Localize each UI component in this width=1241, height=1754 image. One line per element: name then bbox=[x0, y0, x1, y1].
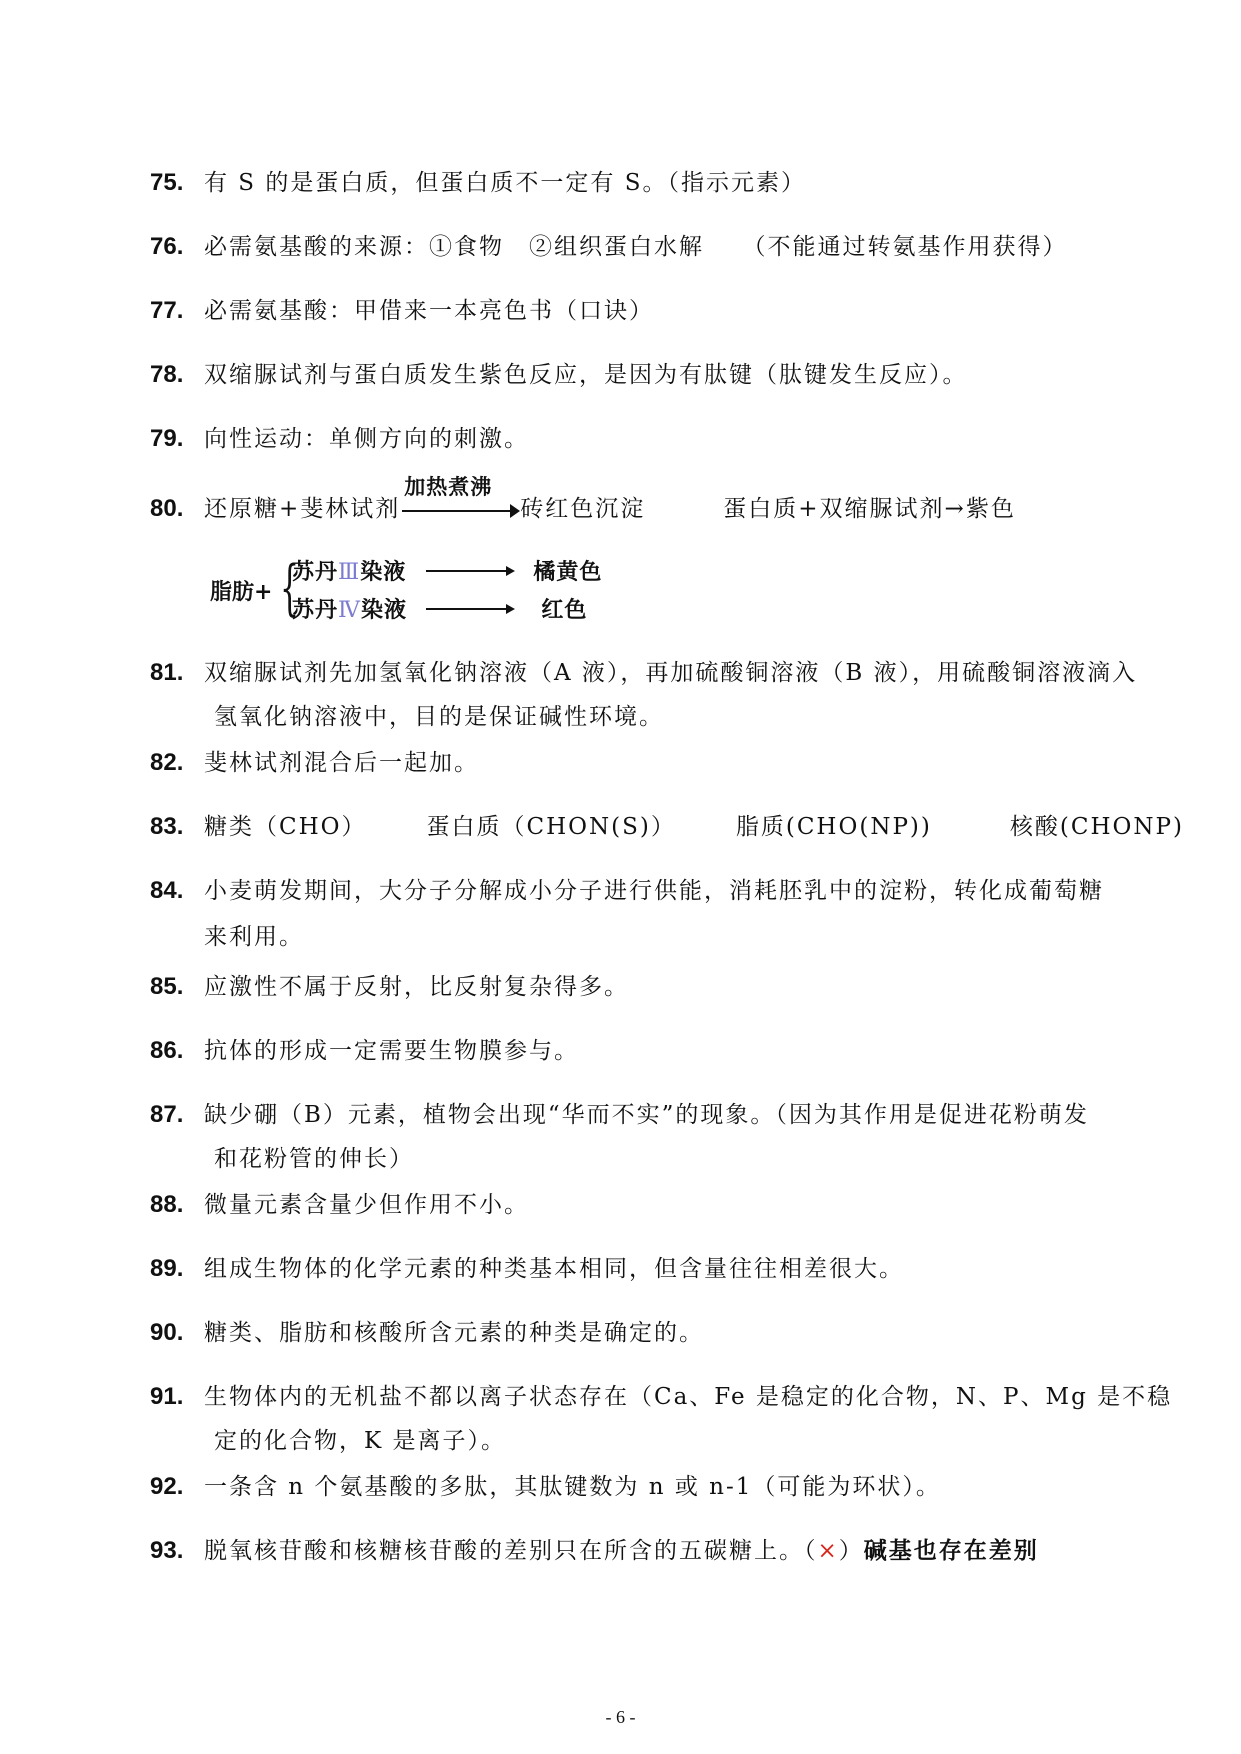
item-text: 应激性不属于反射，比反射复杂得多。 bbox=[204, 974, 629, 1000]
item-81 bbox=[150, 658, 1138, 738]
item-text: 小麦萌发期间，大分子分解成小分子进行供能，消耗胚乳中的淀粉，转化成葡萄糖 bbox=[204, 878, 1104, 904]
item-number: 83. bbox=[150, 813, 184, 840]
fat-label: 脂肪+ bbox=[210, 579, 273, 605]
item-number: 91. bbox=[150, 1383, 184, 1410]
item-number: 88. bbox=[150, 1191, 184, 1218]
sugar-elements: 糖类（CHO） bbox=[204, 814, 367, 840]
item-number: 78. bbox=[150, 361, 184, 388]
item-text-continued: 定的化合物，K 是离子）。 bbox=[214, 1428, 506, 1454]
item-number: 87. bbox=[150, 1101, 184, 1128]
item-text bbox=[204, 812, 1184, 842]
sudan-iii-row: 苏丹Ⅲ染液 橘黄色 bbox=[292, 559, 603, 585]
item-text-continued: 氢氧化钠溶液中，目的是保证碱性环境。 bbox=[214, 704, 664, 730]
item-text: 向性运动：单侧方向的刺激。 bbox=[204, 426, 529, 452]
item-number: 76. bbox=[150, 233, 184, 260]
item-number: 80. bbox=[150, 495, 184, 522]
item-text: 生物体内的无机盐不都以离子状态存在（Ca、Fe 是稳定的化合物，N、P、Mg 是不稳 bbox=[204, 1384, 1173, 1410]
item-number: 92. bbox=[150, 1473, 184, 1500]
sudan-iv-row: 苏丹Ⅳ染液 红色 bbox=[292, 597, 588, 623]
item-text: 必需氨基酸：甲借来一本亮色书（口诀） bbox=[204, 298, 654, 324]
item-text: 抗体的形成一定需要生物膜参与。 bbox=[204, 1038, 579, 1064]
wrong-mark-icon: × bbox=[817, 1538, 839, 1564]
item-text: 微量元素含量少但作用不小。 bbox=[204, 1192, 529, 1218]
item-text: 一条含 n 个氨基酸的多肽，其肽键数为 n 或 n-1（可能为环状）。 bbox=[204, 1474, 941, 1500]
item-number: 82. bbox=[150, 749, 184, 776]
arrow-icon bbox=[426, 608, 506, 610]
item-number: 79. bbox=[150, 425, 184, 452]
item-number: 90. bbox=[150, 1319, 184, 1346]
correction-note: 碱基也存在差别 bbox=[863, 1538, 1039, 1564]
item-87 bbox=[150, 1100, 1131, 1180]
item-text: 斐林试剂混合后一起加。 bbox=[204, 750, 479, 776]
reaction-reactants: 还原糖+斐林试剂 bbox=[204, 496, 401, 522]
nucleic-acid-elements: 核酸(CHONP) bbox=[1009, 814, 1184, 840]
result-color: 红色 bbox=[541, 597, 588, 623]
item-text: 双缩脲试剂先加氢氧化钠溶液（A 液），再加硫酸铜溶液（B 液），用硫酸铜溶液滴入 bbox=[204, 660, 1138, 686]
arrow-icon bbox=[426, 570, 506, 572]
item-text-continued: 来利用。 bbox=[204, 924, 304, 950]
item-number: 75. bbox=[150, 169, 184, 196]
fat-staining-diagram bbox=[210, 553, 630, 633]
protein-reaction: 蛋白质+双缩脲试剂→紫色 bbox=[723, 496, 1016, 522]
reaction-arrow bbox=[400, 474, 520, 524]
brace-icon: { bbox=[280, 553, 300, 623]
reaction-product: 砖红色沉淀 bbox=[520, 496, 646, 522]
lipid-elements: 脂质(CHO(NP)) bbox=[735, 814, 932, 840]
item-number: 93. bbox=[150, 1537, 184, 1564]
item-text: 组成生物体的化学元素的种类基本相同，但含量往往相差很大。 bbox=[204, 1256, 904, 1282]
item-text: 糖类、脂肪和核酸所含元素的种类是确定的。 bbox=[204, 1320, 704, 1346]
item-text: 双缩脲试剂与蛋白质发生紫色反应，是因为有肽键（肽键发生反应）。 bbox=[204, 362, 968, 388]
result-color: 橘黄色 bbox=[533, 559, 603, 585]
item-number: 85. bbox=[150, 973, 184, 1000]
item-text bbox=[204, 474, 1016, 524]
item-text: 缺少硼（B）元素，植物会出现“华而不实”的现象。（因为其作用是促进花粉萌发 bbox=[204, 1102, 1089, 1128]
item-text: 脱氧核苷酸和核糖核苷酸的差别只在所含的五碳糖上。（×）碱基也存在差别 bbox=[204, 1538, 1039, 1564]
item-number: 89. bbox=[150, 1255, 184, 1282]
item-number: 84. bbox=[150, 877, 184, 904]
item-number: 81. bbox=[150, 659, 184, 686]
item-text-continued: 和花粉管的伸长） bbox=[214, 1146, 414, 1172]
item-91 bbox=[150, 1382, 1173, 1462]
protein-elements: 蛋白质（CHON(S)） bbox=[426, 814, 676, 840]
item-84 bbox=[150, 876, 1131, 956]
item-number: 77. bbox=[150, 297, 184, 324]
item-text: 必需氨基酸的来源：①食物 ②组织蛋白水解 （不能通过转氨基作用获得） bbox=[204, 234, 1068, 260]
page-number: - 6 - bbox=[605, 1707, 636, 1727]
item-text: 有 S 的是蛋白质，但蛋白质不一定有 S。（指示元素） bbox=[204, 170, 806, 196]
arrow-condition-label: 加热煮沸 bbox=[404, 474, 493, 499]
item-number: 86. bbox=[150, 1037, 184, 1064]
